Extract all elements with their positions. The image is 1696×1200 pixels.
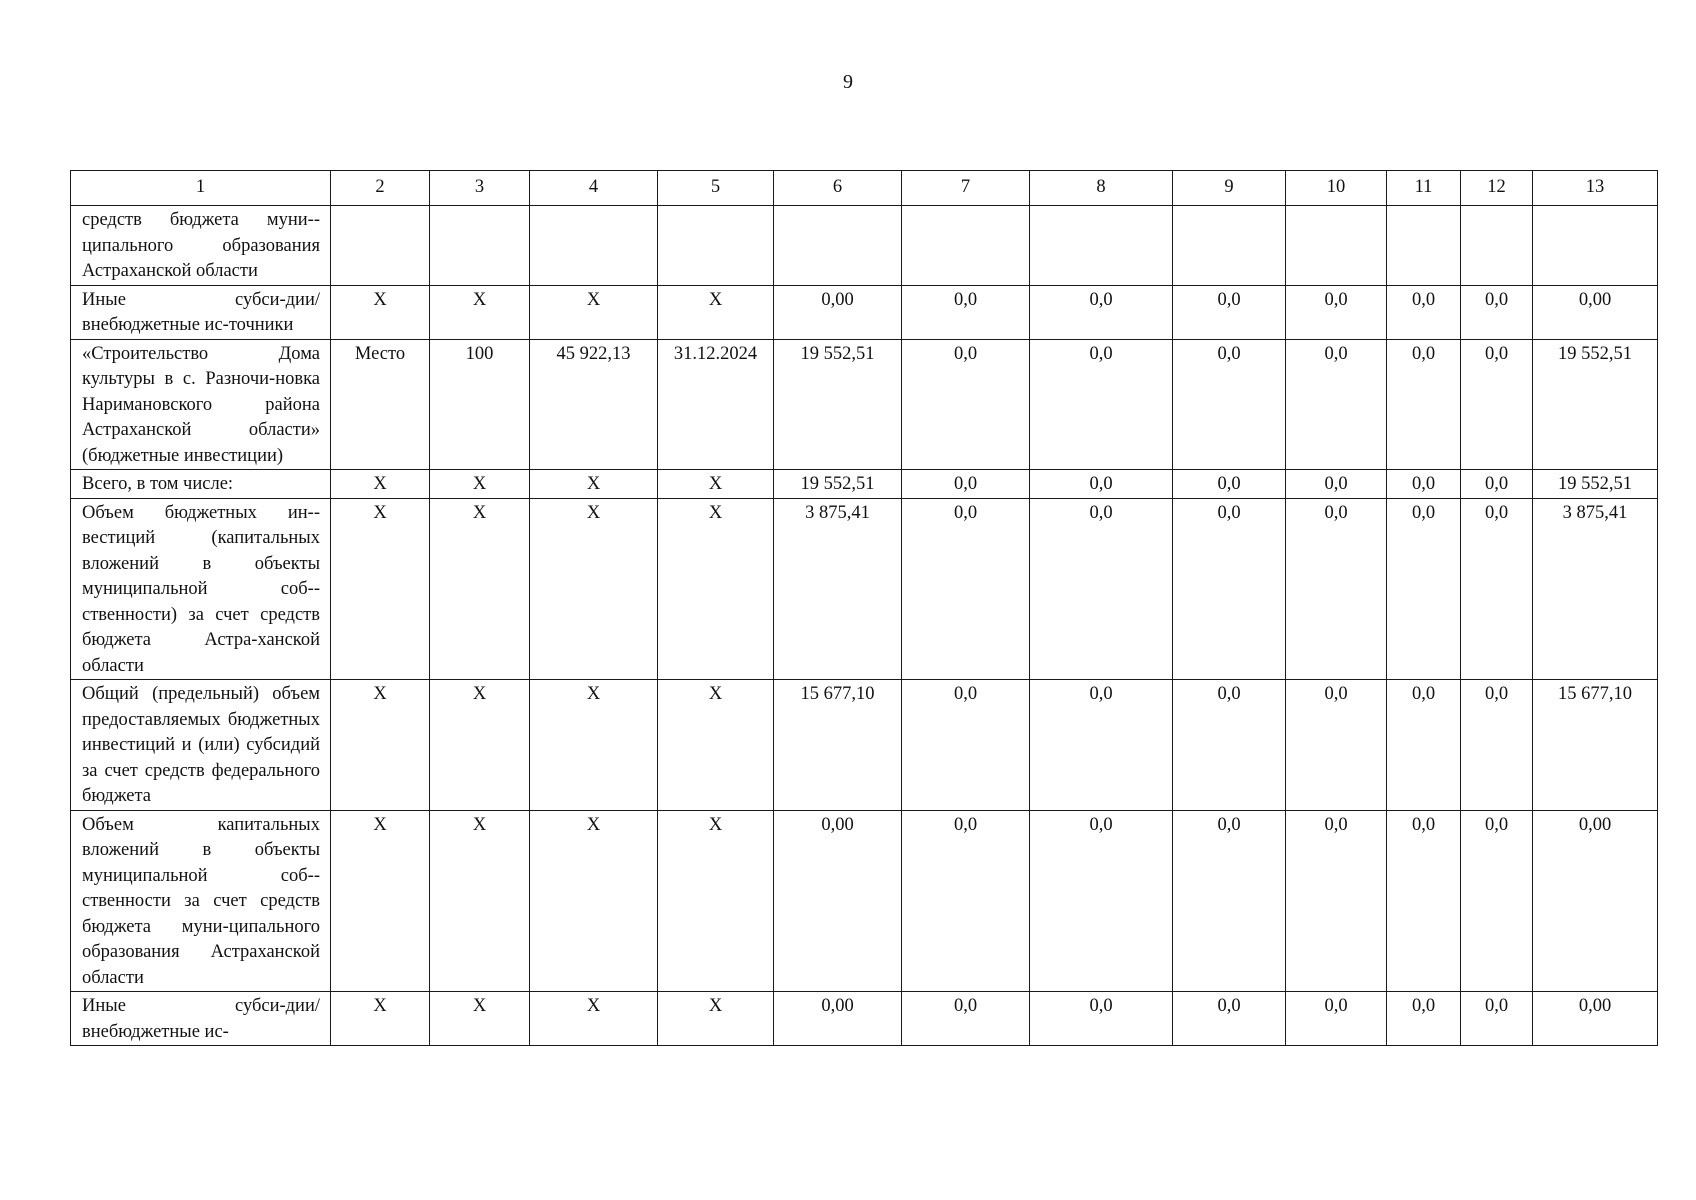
table-cell: 0,0 — [902, 992, 1030, 1046]
table-cell: Х — [331, 285, 430, 339]
table-cell: 0,0 — [1286, 810, 1387, 992]
table-cell: 0,0 — [1173, 992, 1286, 1046]
table-row — [71, 498, 1658, 680]
table-cell: 0,0 — [1286, 470, 1387, 499]
table-cell: 3 875,41 — [774, 498, 902, 680]
table-cell: Х — [658, 285, 774, 339]
table-cell: 0,0 — [1286, 680, 1387, 811]
column-header: 3 — [430, 171, 530, 206]
table-cell: 0,0 — [1286, 498, 1387, 680]
column-header: 12 — [1461, 171, 1533, 206]
table-cell — [774, 206, 902, 286]
table-cell: 0,0 — [1173, 285, 1286, 339]
table-cell — [902, 206, 1030, 286]
table-cell: 0,0 — [1387, 470, 1461, 499]
page-number: 9 — [843, 71, 853, 93]
row-label: Иные субси-дии/внебюджетные ис-точники — [71, 285, 331, 339]
table-cell: 3 875,41 — [1533, 498, 1658, 680]
table-cell: 15 677,10 — [1533, 680, 1658, 811]
table-cell: Место — [331, 339, 430, 470]
table-cell: 0,0 — [1030, 498, 1173, 680]
table-row — [71, 206, 1658, 286]
table-cell: Х — [530, 470, 658, 499]
column-header: 2 — [331, 171, 430, 206]
table-cell — [1387, 206, 1461, 286]
table-cell: 0,0 — [1461, 680, 1533, 811]
column-header: 4 — [530, 171, 658, 206]
table-cell: 31.12.2024 — [658, 339, 774, 470]
table-cell: 0,00 — [774, 992, 902, 1046]
table-row — [71, 470, 1658, 499]
table-cell: 45 922,13 — [530, 339, 658, 470]
table-cell: 0,0 — [902, 470, 1030, 499]
table-cell: Х — [430, 285, 530, 339]
table-cell: Х — [658, 810, 774, 992]
table-cell: Х — [331, 680, 430, 811]
table-cell: 100 — [430, 339, 530, 470]
table-cell: 0,0 — [902, 680, 1030, 811]
table-cell: Х — [430, 470, 530, 499]
table-cell: Х — [530, 498, 658, 680]
table-cell: Х — [658, 680, 774, 811]
table-cell — [430, 206, 530, 286]
row-label: Иные субси-дии/внебюджетные ис- — [71, 992, 331, 1046]
table-row — [71, 680, 1658, 811]
table-cell: Х — [430, 680, 530, 811]
table-cell: Х — [430, 992, 530, 1046]
table-row — [71, 992, 1658, 1046]
table-cell: 19 552,51 — [1533, 470, 1658, 499]
table-cell: Х — [331, 470, 430, 499]
table-cell: Х — [430, 810, 530, 992]
table-cell: Х — [530, 285, 658, 339]
table-cell: 19 552,51 — [774, 339, 902, 470]
table-cell: 0,0 — [902, 285, 1030, 339]
table-cell: 0,00 — [1533, 992, 1658, 1046]
table-cell: Х — [530, 680, 658, 811]
table-cell: Х — [530, 992, 658, 1046]
row-label: средств бюджета муни-ципального образования Астраханской области — [71, 206, 331, 286]
table-cell — [1030, 206, 1173, 286]
table-header-row — [71, 171, 1658, 206]
column-header: 13 — [1533, 171, 1658, 206]
table-cell: 0,0 — [1030, 339, 1173, 470]
table-cell: Х — [530, 810, 658, 992]
column-header: 9 — [1173, 171, 1286, 206]
table-cell: 0,0 — [1387, 339, 1461, 470]
table-cell: 0,0 — [1387, 992, 1461, 1046]
table-cell: 0,0 — [1173, 470, 1286, 499]
table-cell: 0,0 — [1030, 285, 1173, 339]
row-label: Объем бюджетных ин-вестиций (капитальных вложений в объекты муниципальной соб-ственности) за счет средств бюджета Астра-ханской области — [71, 498, 331, 680]
table-cell: 15 677,10 — [774, 680, 902, 811]
budget-table — [70, 170, 1658, 1046]
table-cell: 0,0 — [1387, 285, 1461, 339]
table-cell: 0,00 — [1533, 285, 1658, 339]
table-cell: 0,0 — [1461, 470, 1533, 499]
table-cell: Х — [658, 470, 774, 499]
table-cell — [331, 206, 430, 286]
column-header: 11 — [1387, 171, 1461, 206]
column-header: 7 — [902, 171, 1030, 206]
table-cell: 0,0 — [1173, 810, 1286, 992]
table-cell: 0,0 — [1173, 680, 1286, 811]
table-cell: 0,0 — [1461, 810, 1533, 992]
table-cell: 0,0 — [1030, 470, 1173, 499]
row-label: «Строительство Дома культуры в с. Разночи-новка Наримановского района Астраханской области» (бюджетные инвестиции) — [71, 339, 331, 470]
column-header: 5 — [658, 171, 774, 206]
table-cell: 0,0 — [1173, 498, 1286, 680]
table-row — [71, 339, 1658, 470]
table-cell: 0,0 — [1461, 992, 1533, 1046]
table-cell: 0,0 — [1030, 680, 1173, 811]
table-cell: 0,0 — [1286, 992, 1387, 1046]
table-cell: 0,0 — [1030, 992, 1173, 1046]
row-label: Общий (предельный) объем предоставляемых бюджетных инвестиций и (или) субсидий за счет средств федерального бюджета — [71, 680, 331, 811]
table-cell — [1533, 206, 1658, 286]
table-cell — [530, 206, 658, 286]
row-label: Всего, в том числе: — [71, 470, 331, 499]
column-header: 1 — [71, 171, 331, 206]
column-header: 6 — [774, 171, 902, 206]
table-cell — [1173, 206, 1286, 286]
table-cell: 0,00 — [774, 810, 902, 992]
table-cell — [658, 206, 774, 286]
table-cell: 0,0 — [1173, 339, 1286, 470]
table-cell: 0,00 — [774, 285, 902, 339]
table-cell: 0,0 — [902, 498, 1030, 680]
table-cell: 0,0 — [1030, 810, 1173, 992]
table-cell: Х — [331, 992, 430, 1046]
table-cell: Х — [430, 498, 530, 680]
table-cell: 0,0 — [902, 339, 1030, 470]
row-label: Объем капитальных вложений в объекты муниципальной соб-ственности за счет средств бюджета муни-ципального образования Астраханской области — [71, 810, 331, 992]
table-cell: 0,0 — [1461, 498, 1533, 680]
table-cell: 0,0 — [1461, 285, 1533, 339]
table-cell: 0,0 — [1387, 680, 1461, 811]
table-cell: 0,00 — [1533, 810, 1658, 992]
table-cell: 0,0 — [1286, 285, 1387, 339]
table-cell: 0,0 — [1387, 498, 1461, 680]
table-row — [71, 810, 1658, 992]
table-cell: Х — [658, 498, 774, 680]
table-cell: 0,0 — [902, 810, 1030, 992]
column-header: 8 — [1030, 171, 1173, 206]
table-cell: 19 552,51 — [1533, 339, 1658, 470]
table-cell: Х — [658, 992, 774, 1046]
table-cell: Х — [331, 810, 430, 992]
table-cell — [1461, 206, 1533, 286]
table-cell: Х — [331, 498, 430, 680]
column-header: 10 — [1286, 171, 1387, 206]
table-cell: 19 552,51 — [774, 470, 902, 499]
table-row — [71, 285, 1658, 339]
table-cell: 0,0 — [1461, 339, 1533, 470]
table-cell — [1286, 206, 1387, 286]
table-cell: 0,0 — [1286, 339, 1387, 470]
table-cell: 0,0 — [1387, 810, 1461, 992]
